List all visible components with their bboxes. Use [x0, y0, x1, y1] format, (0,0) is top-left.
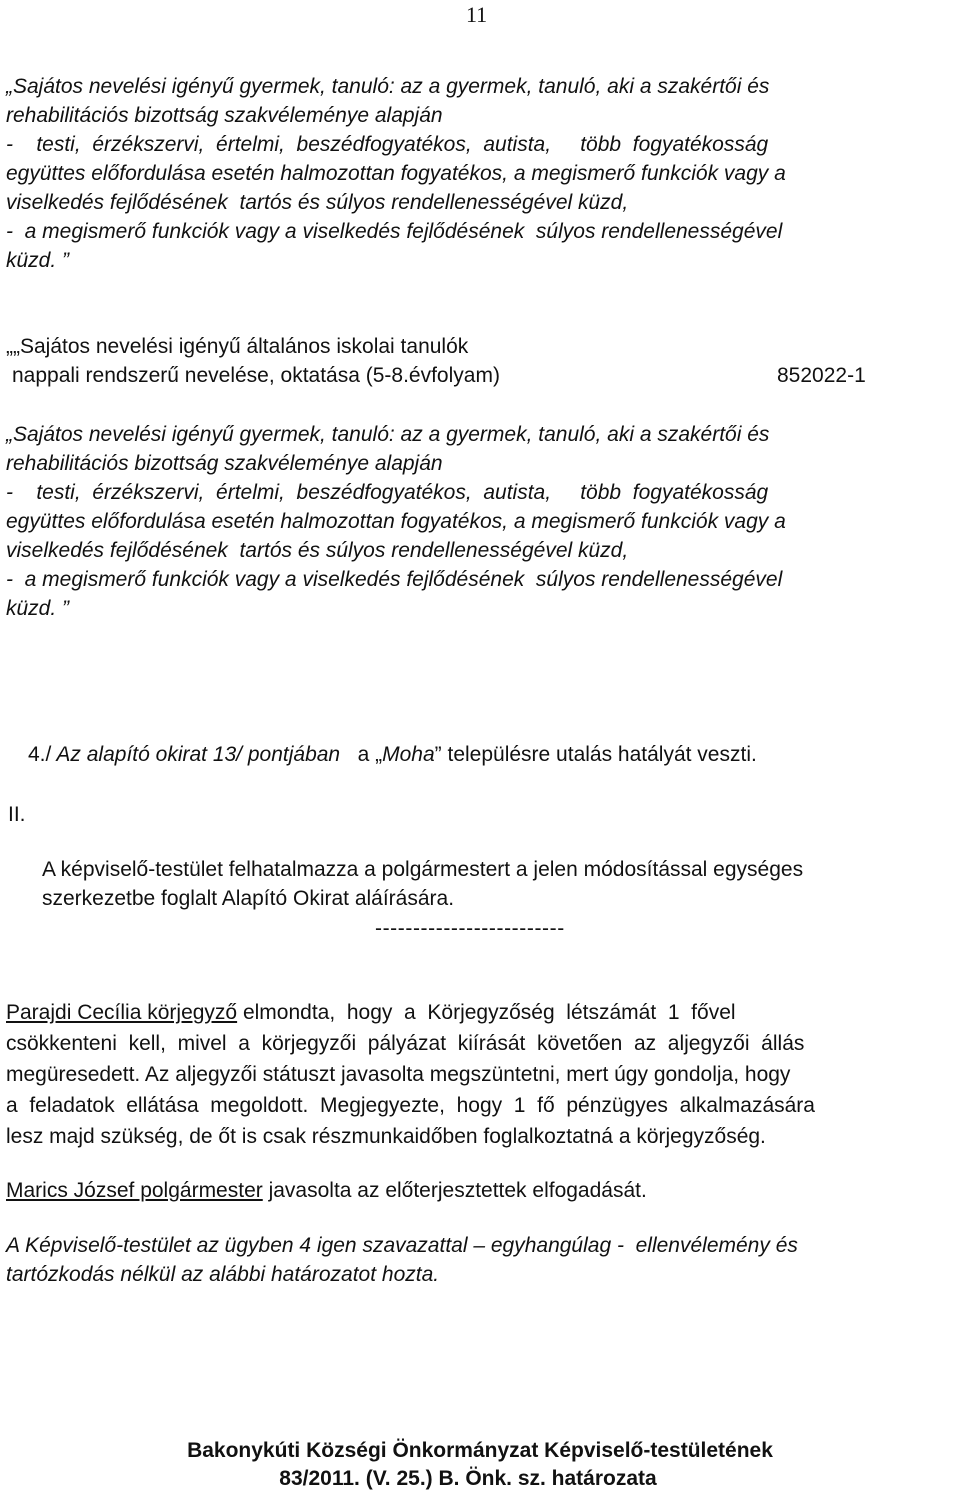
def2-line: viselkedés fejlődésének tartós és súlyos rendellenességével küzd,	[6, 539, 629, 562]
separator: -------------------------	[375, 917, 565, 940]
item-4-number: 4./	[28, 743, 52, 766]
def2-line: küzd. ”	[6, 597, 70, 620]
item-4	[28, 741, 757, 769]
def2-line: - a megismerő funkciók vagy a viselkedés fejlődésének súlyos rendellenességével	[6, 568, 783, 591]
def1-line: együttes előfordulása esetén halmozottan fogyatékos, a megismerő funkciók vagy a	[6, 162, 786, 185]
category-line-1: „„Sajátos nevelési igényű általános iskolai tanulók	[6, 335, 469, 358]
speaker-1-first-line	[6, 999, 736, 1027]
resolution-heading-line-2: 83/2011. (V. 25.) B. Önk. sz. határozata	[279, 1467, 657, 1490]
speaker-1-line: csökkenteni kell, mivel a körjegyzői pályázat kiírását követően az aljegyzői állás	[6, 1032, 805, 1055]
item-4-reference: Az alapító okirat 13/ pontjában	[51, 743, 341, 766]
speaker-1-name: Parajdi Cecília körjegyző	[6, 1001, 238, 1024]
speaker-1-line: a feladatok ellátása megoldott. Megjegyezte, hogy 1 fő pénzügyes alkalmazására	[6, 1094, 815, 1117]
section-ii-heading: II.	[8, 803, 26, 826]
speaker-1-text: elmondta, hogy a Körjegyzőség létszámát 1 fővel	[237, 1001, 736, 1024]
def1-line: - testi, érzékszervi, értelmi, beszédfogyatékos, autista, több fogyatékosság	[6, 133, 769, 156]
def1-line: - a megismerő funkciók vagy a viselkedés fejlődésének súlyos rendellenességével	[6, 220, 783, 243]
item-4-place: Moha	[382, 743, 435, 766]
def1-line: küzd. ”	[6, 249, 70, 272]
vote-line: A Képviselő-testület az ügyben 4 igen szavazattal – egyhangúlag - ellenvélemény és	[6, 1234, 798, 1257]
speaker-1-line: lesz majd szükség, de őt is csak részmunkaidőben foglalkoztatná a körjegyzőség.	[6, 1125, 766, 1148]
speaker-1-line: megüresedett. Az aljegyzői státuszt javasolta megszüntetni, mert úgy gondolja, hogy	[6, 1063, 791, 1086]
def2-line: rehabilitációs bizottság szakvéleménye alapján	[6, 452, 443, 475]
item-4-middle: a „	[340, 743, 383, 766]
item-4-rest: ” településre utalás hatályát veszti.	[434, 743, 757, 766]
category-code: 852022-1	[777, 364, 866, 387]
def2-line: együttes előfordulása esetén halmozottan fogyatékos, a megismerő funkciók vagy a	[6, 510, 786, 533]
def2-line: „Sajátos nevelési igényű gyermek, tanuló: az a gyermek, tanuló, aki a szakértői és	[6, 423, 770, 446]
resolution-heading-line-1: Bakonykúti Községi Önkormányzat Képviselő-testületének	[187, 1439, 773, 1462]
vote-line: tartózkodás nélkül az alábbi határozatot hozta.	[6, 1263, 440, 1286]
authorization-line: A képviselő-testület felhatalmazza a polgármestert a jelen módosítással egységes	[42, 858, 804, 881]
authorization-line: szerkezetbe foglalt Alapító Okirat aláírására.	[42, 887, 455, 910]
speaker-2-name: Marics József polgármester	[6, 1179, 263, 1202]
category-line-2: nappali rendszerű nevelése, oktatása (5-8.évfolyam)	[12, 364, 500, 387]
speaker-2-text: javasolta az előterjesztettek elfogadását.	[262, 1179, 647, 1202]
page-number: 11	[466, 2, 488, 27]
def1-line: „Sajátos nevelési igényű gyermek, tanuló: az a gyermek, tanuló, aki a szakértői és	[6, 75, 770, 98]
speaker-2-paragraph	[6, 1177, 647, 1205]
def1-line: rehabilitációs bizottság szakvéleménye alapján	[6, 104, 443, 127]
def2-line: - testi, érzékszervi, értelmi, beszédfogyatékos, autista, több fogyatékosság	[6, 481, 769, 504]
def1-line: viselkedés fejlődésének tartós és súlyos rendellenességével küzd,	[6, 191, 629, 214]
